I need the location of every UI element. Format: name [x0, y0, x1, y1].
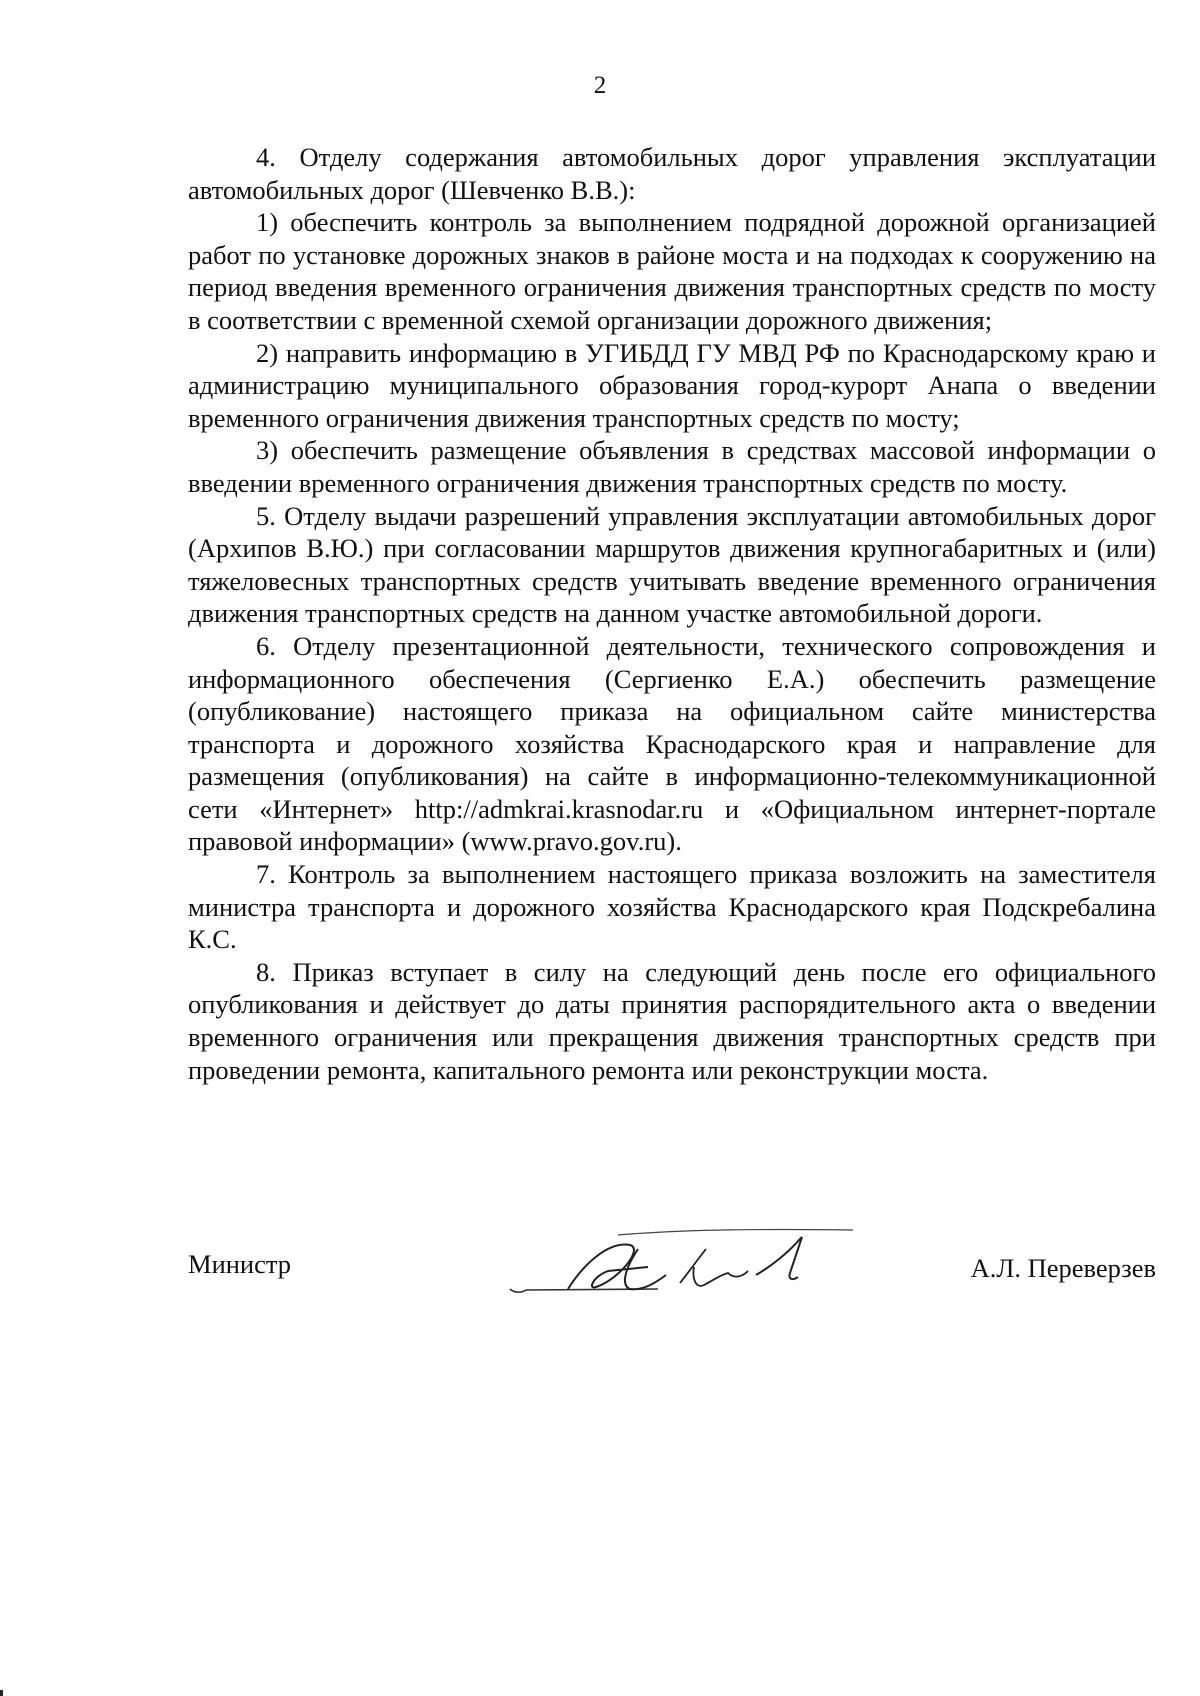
signature-block [188, 1225, 1156, 1315]
paragraph-item-5: 5. Отделу выдачи разрешений управления эксплуатации автомобильных дорог (Архипов В.Ю.) при согласовании маршрутов движения крупногабаритных и (или) тяжеловесных транспортных средств учитывать введение временного ограничения движения транспортных средств на данном участке автомобильной дороги. [188, 500, 1156, 629]
paragraph-item-7: 7. Контроль за выполнением настоящего приказа возложить на заместителя министра транспорта и дорожного хозяйства Краснодарского края Подскребалина К.С. [188, 859, 1156, 955]
signatory-role: Министр [188, 1249, 292, 1279]
paragraph-item-8: 8. Приказ вступает в силу на следующий день после его официального опубликования и действует до даты принятия распорядительного акта о введении временного ограничения или прекращения движения транспортных средств при проведении ремонта, капитального ремонта или реконструкции моста. [188, 956, 1156, 1085]
page-number: 2 [593, 72, 607, 99]
signatory-name: А.Л. Переверзев [970, 1253, 1156, 1283]
paragraph-subitem-4-1: 1) обеспечить контроль за выполнением подрядной дорожной организацией работ по установке дорожных знаков в районе моста и на подходах к сооружению на период введения временного ограничения движения транспортных средств по мосту в соответствии с временной схемой организации дорожного движения; [188, 207, 1156, 335]
document-body [188, 141, 1156, 1086]
paragraph-subitem-4-3: 3) обеспечить размещение объявления в средствах массовой информации о введении временного ограничения движения транспортных средств по мосту. [188, 435, 1156, 498]
scan-edge-mark [0, 1690, 3, 1696]
paragraph-subitem-4-2: 2) направить информацию в УГИБДД ГУ МВД РФ по Краснодарскому краю и администрацию муниципального образования город-курорт Анапа о введении временного ограничения движения транспортных средств по мосту; [188, 337, 1156, 433]
paragraph-item-4: 4. Отделу содержания автомобильных дорог управления эксплуатации автомобильных дорог (Шевченко В.В.): [188, 142, 1156, 205]
handwritten-signature [508, 1205, 888, 1315]
paragraph-item-6: 6. Отделу презентационной деятельности, технического сопровождения и информационного обеспечения (Сергиенко Е.А.) обеспечить размещение (опубликование) настоящего приказа на официальном сайте министерства транспорта и дорожного хозяйства Краснодарского края и направление для размещения (опубликования) на сайте в информационно-телекоммуникационной сети «Интернет» http://admkrai.krasnodar.ru и «Официальном интернет-портале правовой информации» (www.pravo.gov.ru). [188, 630, 1156, 857]
